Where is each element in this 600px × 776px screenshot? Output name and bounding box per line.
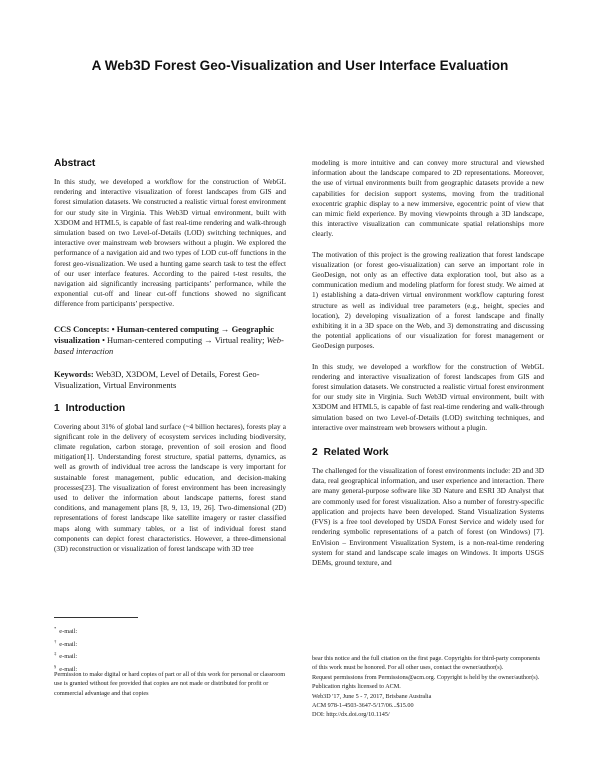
ccs-item-3: • Human-centered computing → Virtual reality; <box>101 334 265 345</box>
permission-right-line-5: DOI: http://dx.doi.org/10.1145/ <box>312 711 390 719</box>
permission-right-line-3: Web3D '17, June 5 - 7, 2017, Brisbane Australia <box>312 692 432 700</box>
permission-right-line-1: bear this notice and the full citation on the first page. Copyrights for third-party components of this work must be honored. For all other uses, contact the owner/author(s). <box>312 655 541 672</box>
footnotes <box>54 624 286 674</box>
permission-right-line-2: Request permissions from Permissions@acm.org. Copyright is held by the owner/author(s). Publication rights licensed to ACM. <box>312 673 540 691</box>
related-work-heading <box>312 447 544 459</box>
study-paragraph: In this study, we developed a workflow for the construction of WebGL rendering and interactive visualization of forest landscapes from GIS and forest simulation datasets. We constructed a realistic virtual forest environment for our study site in Virginia. Such Web3D virtual environment, built with X3DOM and HTML5, is capable of fast real-time rendering and walk-through simulation based on two Level-of-Details (LOD) switching techniques, and interactive over mainstream web browsers without a plugin. <box>312 361 544 432</box>
related-title: Related Work <box>323 447 389 459</box>
keywords-text: Web3D, X3DOM, Level of Details, Forest Geo-Visualization, Virtual Environments <box>54 368 260 390</box>
ccs-concepts <box>54 324 286 357</box>
ccs-item-4: Web-based interaction <box>54 334 284 356</box>
permission-text-left: Permission to make digital or hard copies of part or all of this work for personal or classroom use is granted without fee provided that copies are not made or distributed for profit or commercial advantage and that copies <box>54 671 286 697</box>
footnote-2: † e-mail: <box>54 638 78 648</box>
footnote-divider <box>54 617 138 618</box>
permission-notice-right <box>312 654 544 720</box>
motivation-paragraph: The motivation of this project is the growing realization that forest landscape visualization (or forest geo-visualization) can serve an important role in GeoDesign, not only as an effective data exploration tool, but also as a communication medium and modeling platform for forest study. We aimed at 1) establishing a data-driven virtual environment workflow capturing forest structure as well as individual tree parameters (e.g., height, species and location), 2) developing visualization of a forest landscape and finally exhibiting it in a 3D space on the Web, and 3) demonstrating and discussing the potential applications of our visualization for forest management or GeoDesign purposes. <box>312 249 544 351</box>
abstract-heading: Abstract <box>54 158 96 169</box>
left-column <box>54 158 286 564</box>
permission-notice-left <box>54 670 286 698</box>
paper-title: A Web3D Forest Geo-Visualization and User Interface Evaluation <box>91 58 509 73</box>
ccs-item-1: • Human-centered computing → <box>111 323 230 334</box>
footnote-4: § e-mail: <box>54 663 78 673</box>
intro-text-continued: modeling is more intuitive and can convey more structural and viewshed information about the landscape compared to 2D representations. Moreover, the use of virtual environments built from geographic datasets provide a new capabilities for decision support systems, moving from the traditional exocentric graphic display to a new immersive, egocentric point of view that can mimic field experience. By moving viewpoints through a 3D landscape, this interactive visualization can communicate spatial relationships more clearly. <box>312 158 544 239</box>
footnote-1: * e-mail: <box>54 626 78 636</box>
footnote-3: ‡ e-mail: <box>54 651 78 661</box>
abstract-text: In this study, we developed a workflow for the construction of WebGL rendering and interactive visualization of forest landscapes from GIS and forest simulation datasets. We constructed a realistic virtual forest environment for our study site in Virginia. This Web3D virtual environment, built with X3DOM and HTML5, is capable of fast real-time rendering and walk-through simulation based on two Level-of-Details (LOD) switching techniques, and interactive over mainstream web browsers without a plugin. We explored the performance of a navigation aid and two types of LOD cut-off functions in the forest geo-visualization. We used a hunting game search task to test the effect of our user interface features. According to the paired t-test results, the navigation aid significantly increasing participants’ performance, while the exponential cut-off and linear cut-off functions showed no significant difference from participants’ perspective. <box>54 177 286 309</box>
related-work-text: The challenged for the visualization of forest environments include: 2D and 3D data, real geographical information, and user experience and interaction. There are many general-purpose software like 3D Nature and ESRI 3D Analyst that are commonly used for forest visualization. Also a number of forestry-specific application and projects have been developed. Stand Visualization Systems (FVS) is a free tool developed by USDA Forest Service and widely used for rendering symbolic representations of a patch of forest (on Windows) [7]. EnVision – Environment Visualization System, is a non-real-time rendering system for stand and landscape scale images on Windows. It imports USGS DEMs, ground texture, and <box>312 466 545 567</box>
keywords-label: Keywords: <box>54 368 94 379</box>
permission-right-line-4: ACM 978-1-4503-3647-5/17/06...$15.00 <box>312 702 414 710</box>
intro-title: Introduction <box>65 402 126 414</box>
intro-heading <box>54 403 286 415</box>
keywords <box>54 369 286 391</box>
intro-number: 1 <box>54 402 60 414</box>
related-number: 2 <box>312 447 318 459</box>
right-column <box>312 158 544 578</box>
intro-text: Covering about 31% of global land surface (~4 billion hectares), forests play a significant role in the delivery of ecosystem services including biodiversity, climate regulation, carbon storage, prevention of soil erosion and flood mitigation[1]. Understanding forest structure, spatial patterns, dynamics, as well as growth of individual tree across the landscape is very important for sustainable forest management, public education, and decision-making processes[23]. The visualization of forest environment has been increasingly used to deliver the information about landscape patterns, forest stand conditions, and management plans [8, 9, 13, 19, 26]. Two-dimensional (2D) representations of forest landscape like satellite imagery or raster classified maps along with summary tables, or a list of individual forest stand components can depict forest characteristics. However, a three-dimensional (3D) reconstruction or visualization of forest landscape with 3D tree <box>54 421 286 554</box>
ccs-label: CCS Concepts: <box>54 323 110 334</box>
ccs-item-2: Geographic visualization <box>54 323 275 345</box>
